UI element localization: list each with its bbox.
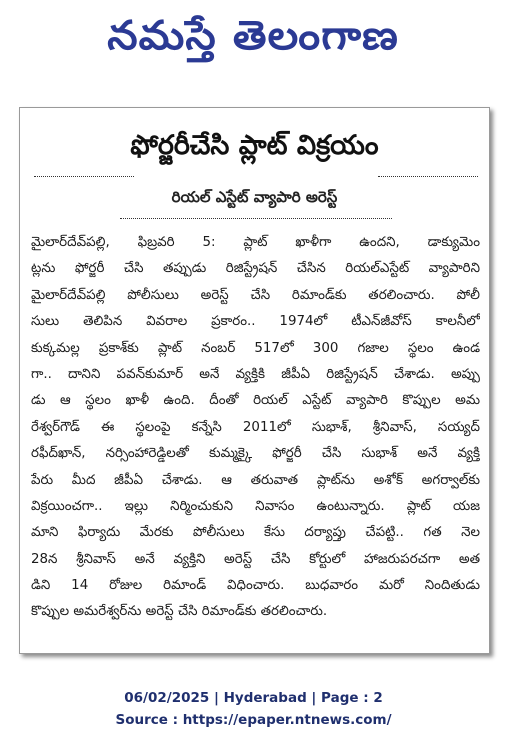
article-headline: ఫోర్జరీచేసి ప్లాట్ విక్రయం <box>130 130 379 161</box>
body-line: సులు తెలిపిన వివరాల ప్రకారం.. 1974లో టీఎన్‌జీవోస్ కాలనీలో <box>31 314 480 330</box>
body-line: మాని ఫిర్యాదు మేరకు పోలీసులు కేసు దర్యాప్తు చేపట్టి.. గత నెల <box>31 525 480 541</box>
headline-divider-left <box>34 176 134 177</box>
body-line: పేరు మీద జీపీఏ చేశాడు. ఆ తరువాత ప్లాట్‌ను అశోక్ అగర్వాల్‌కు <box>31 472 480 488</box>
article-body <box>31 230 480 626</box>
article-clipping <box>19 107 490 654</box>
body-line: విక్రయించగా.. ఇల్లు నిర్మించుకుని నివాసం ఉంటున్నారు. ప్లాట్ యజ <box>31 498 480 514</box>
body-line: మైలార్‌దేవ్‌పల్లి, ఫిబ్రవరి 5: ప్లాట్ ఖాళీగా ఉందని, డాక్యుమెం <box>31 235 480 250</box>
body-line: కుక్కమల్ల ప్రకాశ్‌కు ప్లాట్ నంబర్ 517లో 300 గజాల స్థలం ఉండ <box>31 340 480 356</box>
body-line: ట్లను ఫోర్జరీ చేసి తప్పుడు రిజిస్ట్రేషన్ చేసిన రియల్‌ఎస్టేట్ వ్యాపారిని <box>31 261 480 277</box>
body-line: కొప్పుల అమరేశ్వర్‌ను అరెస్ట్ చేసి రిమాండ్‌కు తరలించారు. <box>31 604 328 620</box>
body-line: రఫీద్‌ఖాన్, నర్సింహారెడ్డిలతో కుమ్మక్కై ఫోర్జరీ చేసి సుభాశ్ అనే వ్యక్తి <box>31 446 480 462</box>
body-line: గా.. దానిని పవన్‌కుమార్ అనే వ్యక్తికి జీపీఏ రిజిస్ట్రేషన్ చేశాడు. అప్పు <box>31 366 480 382</box>
body-line: డు ఆ స్థలం ఖాళీ ఉంది. దీంతో రియల్ ఎస్టేట్ వ్యాపారి కొప్పుల అమ <box>31 393 480 409</box>
article-subheadline: రియల్ ఎస్టేట్ వ్యాపారి అరెస్ట్ <box>171 188 338 206</box>
body-line: 28న శ్రీనివాస్ అనే వ్యక్తిని అరెస్ట్ చేసి కోర్టులో హాజరుపరచగా అత <box>31 551 480 567</box>
subheadline-divider <box>120 218 392 219</box>
headline-divider-right <box>378 176 478 177</box>
body-line: రేశ్వర్‌గౌడ్ ఈ స్థలంపై కన్నేసి 2011లో సుభాశ్, శ్రీనివాస్, సయ్యద్ <box>31 419 480 435</box>
newspaper-logo: నమస్తే తెలంగాణ <box>107 13 400 59</box>
body-line: మైలార్‌దేవ్‌పల్లి పోలీసులు అరెస్ట్ చేసి రిమాండ్‌కు తరలించారు. పోలీ <box>31 287 480 303</box>
edition-info: 06/02/2025 | Hyderabad | Page : 2 <box>124 690 383 706</box>
body-line: డిని 14 రోజుల రిమాండ్ విధించారు. బుధవారం మరో నిందితుడు <box>31 578 480 594</box>
source-link[interactable]: Source : https://epaper.ntnews.com/ <box>115 712 392 728</box>
masthead <box>0 0 507 82</box>
